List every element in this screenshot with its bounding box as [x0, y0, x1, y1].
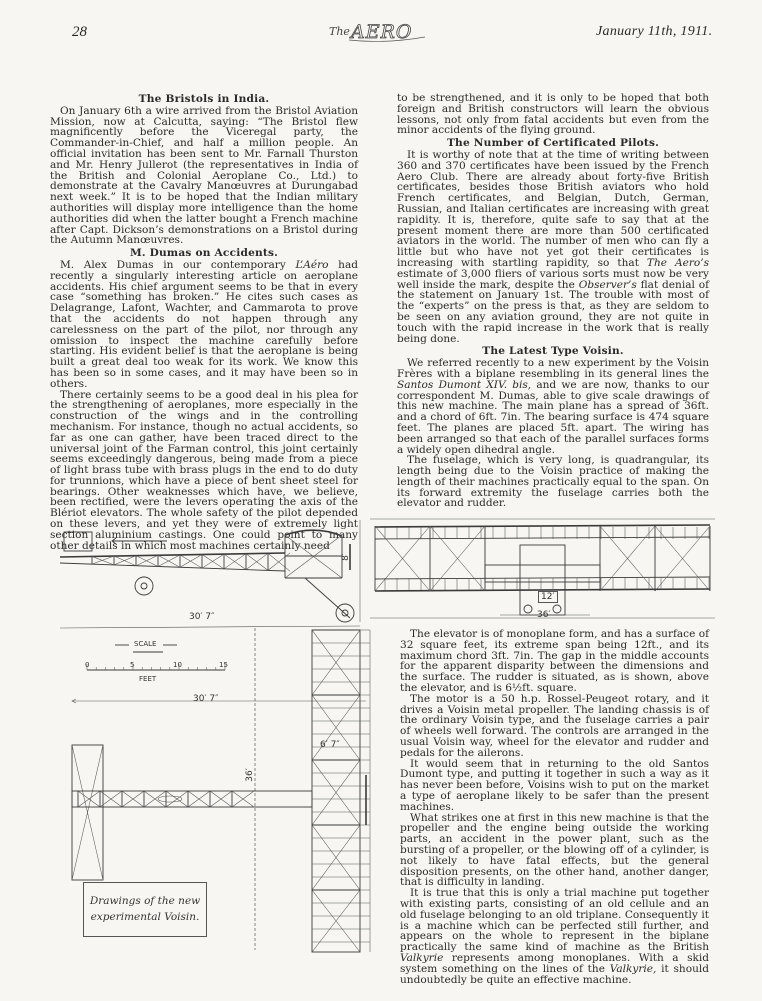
- masthead-logo: [325, 17, 435, 45]
- svg-text:AERO: AERO: [351, 21, 413, 43]
- issue-date: January 11th, 1911.: [596, 24, 713, 39]
- paragraph: What strikes one at first in this new machine is that the propeller and the engine being outside the working parts, an accident in the power plant, such as the bursting of a propeller, or the blowing off of a cylinder, is not likely to have fatal effects, but the general disposition presents, on the other hand, another danger, that is difficulty in landing.: [400, 811, 709, 889]
- paragraph: We referred recently to a new experiment by the Voisin Frères with a biplane resembling in its general lines the Santos Dumont XIV. bis, and we are now, thanks to our correspondent M. Dumas, able to give scale drawings of this new machine. The main plane has a spread of 36ft. and a chord of 6ft. 7in. The bearing surface is 474 square feet. The planes are placed 5ft. apart. The wiring has been arranged so that each of the parallel surfaces forms a widely open dihedral angle.: [397, 357, 709, 456]
- fuselage-brace: [114, 556, 136, 566]
- paragraph: The fuselage, which is very long, is quadrangular, its length being due to the Voisin practice of making the length of their machines practically equal to the span. On its forward extremity the fuselage carries both the elevator and rudder.: [397, 454, 709, 510]
- headline-voisin: The Latest Type Voisin.: [482, 345, 624, 358]
- rudder: [64, 532, 92, 551]
- paragraph-continued: to be strengthened, and it is only to be hoped that both foreign and British constructors will learn the obvious lessons, not only from fatal accidents but even from the minor accidents of the flying ground.: [397, 92, 709, 137]
- fuselage-brace: [224, 554, 246, 570]
- fuselage-brace: [202, 554, 224, 568]
- fuselage-brace: [158, 555, 180, 567]
- headline-dumas: M. Dumas on Accidents.: [129, 247, 279, 260]
- wing-plan: [312, 630, 360, 952]
- paragraph: It is true that this is only a trial machine put together with existing parts, consisting of an old cellule and an old fuselage belonging to an old triplane. Consequently it is a machine which can be perfected still further, and appears on the whole to represent in the biplane practically the same kind of machine as the British Valkyrie represents among monoplanes. With a skid system something on the lines of the Valkyrie, it should undoubtedly be quite an effective machine.: [400, 887, 709, 986]
- fuselage-plan: [72, 791, 312, 807]
- fuselage-brace: [92, 556, 114, 564]
- fuselage-brace: [114, 556, 136, 565]
- elevator: [485, 565, 600, 582]
- side-length-label: 30′ 7″: [189, 612, 215, 622]
- scale-tick-label: 5: [130, 661, 135, 669]
- paragraph: It is worthy of note that at the time of writing between 360 and 370 certificates have been issued by the French Aero Club. There are already about forty-five British certificates, besides those British aviators who hold French certificates, and Belgian, Dutch, German, Russian, and Italian certificates are increasing with great rapidity. It is, therefore, quite safe to say that at the present moment there are more than 500 certificated aviators in the world. The number of men who can fly a little but who have not yet got their certificates is increasing with startling rapidity, so that The Aero’s estimate of 3,000 fliers of various sorts must now be very well inside the mark, despite the Observer’s flat denial of the statement on January 1st. The trouble with most of the “experts” on the press is that, as they are seldom to be seen on any aviation ground, they are not quite in touch with the rapid increase in the work that is really being done.: [397, 148, 709, 345]
- right-column: [397, 93, 709, 509]
- caption-line: experimental Voisin.: [90, 911, 200, 923]
- front-span-label: 36′: [537, 610, 551, 620]
- headline-certificated: The Number of Certificated Pilots.: [446, 137, 660, 150]
- plan-chord-label: 6′ 7″: [320, 740, 340, 750]
- fuselage-brace: [224, 554, 246, 569]
- fuselage-brace: [202, 554, 224, 568]
- paragraph: The elevator is of monoplane form, and has a surface of 32 square feet, its extreme span being 12ft., and its maximum chord 3ft. 7in. The gap in the middle accounts for the apparent disparity between the dimensions and the surface. The rudder is situated, as is shown, above the elevator, and is 6½ft. square.: [400, 628, 709, 694]
- paragraph: M. Alex Dumas in our contemporary L’Aéro had recently a singularly interesting article on aeroplane accidents. His chief argument seems to be that in every case “something has broken.” He cites such cases as Delagrange, Lafont, Wachter, and Cammarota to prove that the accidents do not happen through any carelessness on the part of the pilot, nor through any omission to inspect the machine carefully before starting. His evident belief is that the aeroplane is being built a great deal too weak for its work. We know this has been so in some cases, and it may have been so in others.: [50, 258, 358, 390]
- caption-line: Drawings of the new: [89, 895, 201, 907]
- scale-tick-label: 10: [173, 661, 182, 669]
- left-column: [50, 92, 358, 551]
- fuselage-brace: [180, 555, 202, 568]
- figure-caption: [83, 882, 207, 937]
- scale-tick-label: 0: [85, 661, 90, 669]
- fuselage-brace: [136, 556, 158, 567]
- publication-title: L’Aéro: [295, 258, 329, 271]
- paragraph: It would seem that in returning to the old Santos Dumont type, and putting it together in such a way as it has never been before, Voisins wish to put on the market a type of aeroplane likely to be safer than the present machines.: [400, 757, 709, 813]
- fuselage-brace: [246, 554, 268, 571]
- upper-wing: [375, 525, 710, 527]
- side-elevation-drawing: [60, 520, 360, 620]
- plan-length-label: 30′ 7″: [193, 694, 219, 704]
- fuselage-brace: [268, 553, 290, 570]
- svg-text:The: The: [329, 25, 350, 38]
- scale-tick-label: 15: [219, 661, 228, 669]
- fuselage-brace: [158, 555, 180, 567]
- side-height-label: 8′: [340, 553, 351, 561]
- scale-title: SCALE: [134, 640, 157, 648]
- fuselage-brace: [136, 555, 158, 565]
- plan-span-label: 36′: [244, 768, 255, 782]
- fuselage-brace: [180, 554, 202, 567]
- page-number: 28: [72, 24, 87, 40]
- scale-unit: FEET: [139, 675, 157, 683]
- fuselage-brace: [92, 556, 114, 564]
- headline-bristols: The Bristols in India.: [138, 93, 270, 105]
- fuselage-brace: [246, 553, 268, 569]
- paragraph: The motor is a 50 h.p. Rossel-Peugeot rotary, and it drives a Voisin metal propeller. The landing chassis is of the ordinary Voisin type, and the fuselage carries a pair of wheels well forward. The controls are arranged in the usual Voisin way, wheel for the elevator and rudder and pedals for the ailerons.: [400, 692, 709, 759]
- paragraph: There certainly seems to be a good deal in his plea for the strengthening of aeroplanes, more especially in the construction of the wings and in the controlling mechanism. For instance, though no actual accidents, so far as one can gather, have been traced direct to the universal joint of the Farman control, this joint certainly seems exceedingly dangerous, being made from a piece of light brass tube with brass plugs in the end to do duty for trunnions, which have a piece of bent sheet steel for bearings. Other weaknesses which have, we believe, been rectified, were the levers operating the axis of the Blériot elevators. The whole safety of the pilot depended on these levers, and yet they were of extremely light section aluminium castings. One could point to many other details in which most machines certainly need: [50, 388, 358, 552]
- paragraph: On January 6th a wire arrived from the Bristol Aviation Mission, now at Calcutta, saying: “The Bristol flew magnificently before the Viceregal party, the Commander-in-Chief, and half a million people. An official invitation has been sent to Mr. Farnall Thurston and Mr. Henry Jullerot (the representatives in India of the British and Colonial Aeroplane Co., Ltd.) to demonstrate at the Cavalry Manœuvres at Durungabad next week.” It is to be hoped that the Indian military authorities will display more intelligence than the home authorities did when the latter bought a French machine after Capt. Dickson’s demonstrations on a Bristol during the Autumn Manœuvres.: [50, 104, 358, 247]
- front-wheel: [135, 577, 153, 595]
- right-column-lower: [400, 629, 709, 985]
- front-elevator-label: 12′: [538, 591, 558, 603]
